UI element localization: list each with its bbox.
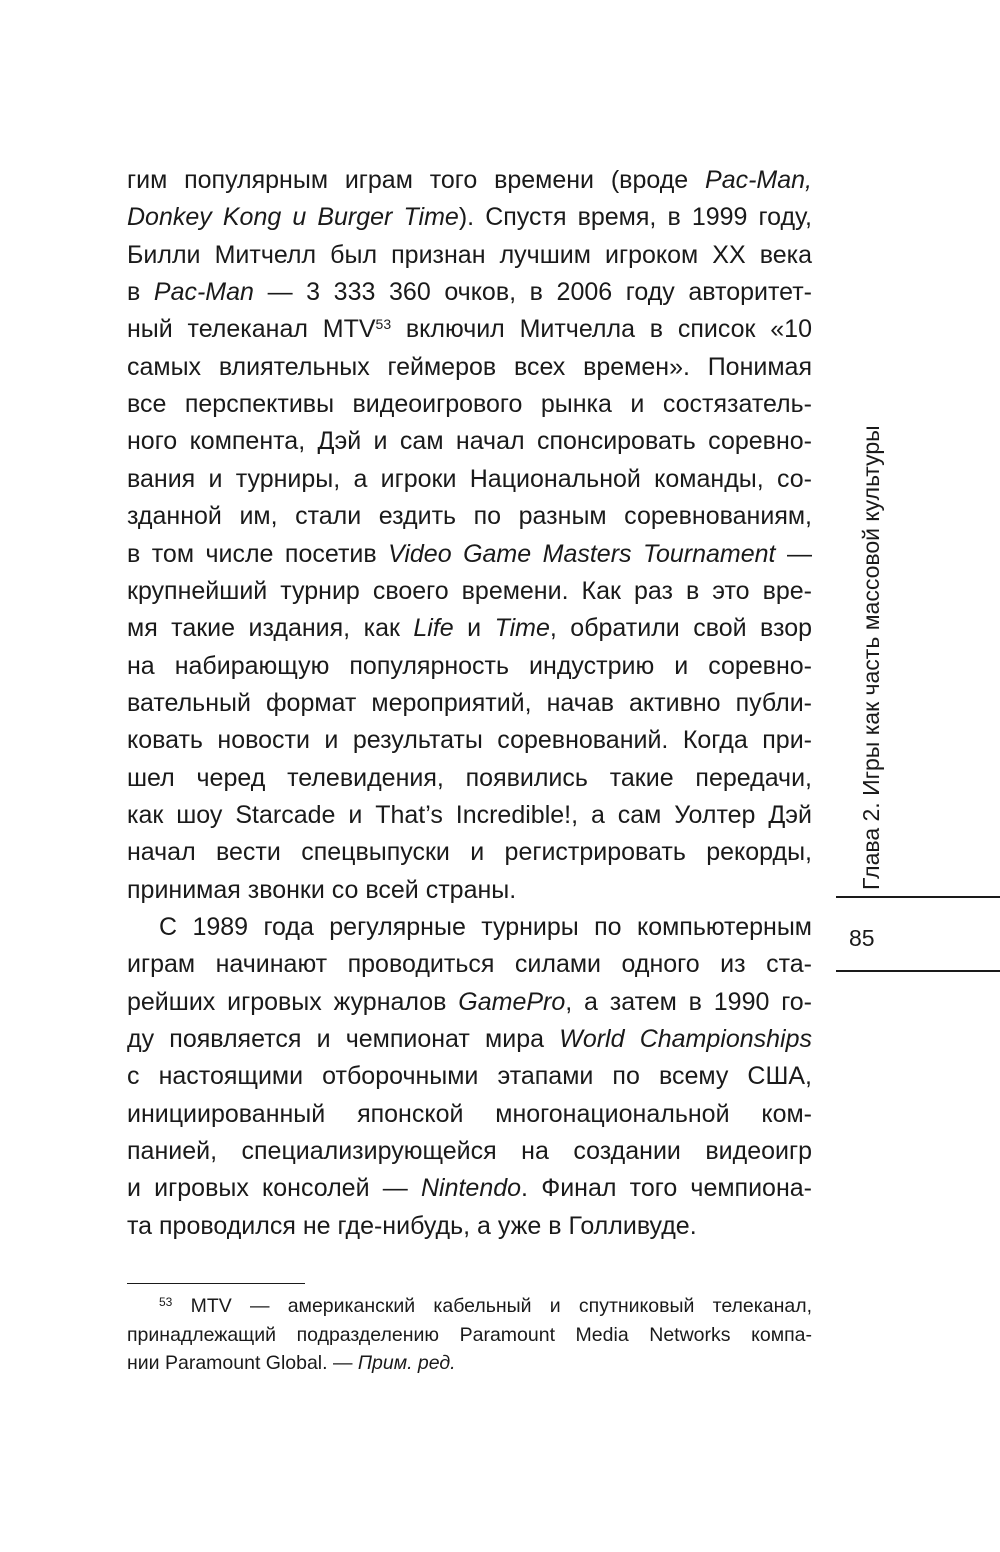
- body-line: [127, 870, 812, 910]
- body-line: [127, 720, 812, 760]
- body-line: [127, 496, 812, 536]
- body-line: [127, 534, 812, 574]
- text-segment: —: [775, 539, 812, 568]
- body-line: [127, 1019, 812, 1059]
- text-segment: ду появляется и чемпионат мира: [127, 1025, 560, 1054]
- text-segment: нии Paramount Global. —: [127, 1352, 358, 1374]
- page-number-rule-bottom: [836, 970, 1000, 972]
- italic-text: World Championships: [559, 1025, 813, 1054]
- text-segment: в: [127, 278, 154, 307]
- italic-text: Прим. ред.: [357, 1352, 456, 1374]
- body-line: [127, 1094, 812, 1134]
- footnote-line: [127, 1292, 812, 1320]
- text-segment: , а затем в 1990 го-: [565, 987, 812, 1016]
- body-line: [127, 1056, 812, 1096]
- text-segment: крупнейший турнир своего времени. Как раз в это вре-: [127, 576, 812, 605]
- text-segment: принадлежащий подразделению Paramount Media Networks компа-: [127, 1323, 812, 1346]
- text-segment: вательный формат мероприятий, начав активно публи-: [127, 688, 812, 717]
- italic-text: Time: [494, 614, 550, 643]
- body-line: [127, 160, 812, 200]
- text-segment: все перспективы видеоигрового рынка и состязатель-: [127, 390, 812, 419]
- body-line: [127, 421, 812, 461]
- body-line: [127, 459, 812, 499]
- body-line: [127, 571, 812, 611]
- body-line: [127, 384, 812, 424]
- text-segment: . Финал того чемпиона-: [521, 1174, 812, 1203]
- footnote-line: [127, 1349, 812, 1377]
- page-number-rule-top: [836, 896, 1000, 898]
- body-line: [127, 272, 812, 312]
- body-line: [127, 608, 812, 648]
- body-line: [127, 982, 812, 1022]
- text-segment: ). Спустя время, в 1999 году,: [458, 203, 812, 232]
- body-line: [127, 795, 812, 835]
- footnote-separator: [127, 1283, 305, 1284]
- body-line: [127, 758, 812, 798]
- text-segment: , обратили свой взор: [549, 614, 813, 643]
- text-segment: мя такие издания, как: [127, 614, 414, 643]
- body-line: [127, 309, 812, 349]
- text-segment: шел черед телевидения, появились такие передачи,: [127, 763, 812, 792]
- body-line: [127, 1131, 812, 1171]
- body-line: [127, 683, 812, 723]
- text-segment: вания и турниры, а игроки Национальной команды, со-: [127, 464, 812, 493]
- body-line: [127, 347, 812, 387]
- italic-text: Nintendo: [420, 1174, 522, 1203]
- text-segment: и: [453, 614, 495, 643]
- footnote-line: [127, 1321, 812, 1349]
- italic-text: Video Game Masters Tournament: [388, 539, 776, 568]
- footnote-reference: 53: [159, 1295, 173, 1309]
- text-segment: включил Митчелла в список «10: [391, 315, 812, 344]
- italic-text: Donkey Kong и Burger Time: [127, 203, 459, 232]
- text-segment: принимая звонки со всей страны.: [127, 875, 517, 904]
- text-segment: панией, специализирующейся на создании видеоигр: [127, 1137, 812, 1166]
- text-segment: инициированный японской многонациональной ком-: [127, 1099, 812, 1128]
- body-line: [127, 197, 812, 237]
- text-segment: играм начинают проводиться силами одного из ста-: [127, 950, 812, 979]
- body-line: [127, 646, 812, 686]
- italic-text: Pac-Man: [153, 278, 254, 307]
- text-segment: на набирающую популярность индустрию и соревно-: [127, 651, 812, 680]
- text-segment: ковать новости и результаты соревнований. Когда при-: [127, 726, 812, 755]
- text-segment: в том числе посетив: [127, 539, 389, 568]
- text-segment: MTV — американский кабельный и спутниковый телеканал,: [172, 1295, 812, 1317]
- italic-text: GamePro: [458, 987, 566, 1016]
- running-head: Глава 2. Игры как часть массовой культуры: [858, 425, 884, 890]
- body-line: [127, 907, 812, 947]
- text-segment: та проводился не где-нибудь, а уже в Голливуде.: [127, 1211, 697, 1240]
- text-segment: рейших игровых журналов: [127, 987, 459, 1016]
- text-segment: с настоящими отборочными этапами по всему США,: [127, 1062, 812, 1091]
- text-segment: гим популярным играм того времени (вроде: [127, 166, 706, 194]
- footnote-reference: 53: [375, 316, 392, 333]
- italic-text: Life: [413, 614, 454, 643]
- body-line: [127, 832, 812, 872]
- page-number: 85: [849, 925, 875, 951]
- text-segment: как шоу Starcade и That’s Incredible!, а сам Уолтер Дэй: [127, 800, 812, 829]
- body-line: [127, 1206, 812, 1246]
- text-segment: С 1989 года регулярные турниры по компьютерным: [159, 913, 812, 941]
- text-segment: самых влиятельных геймеров всех времен». Понимая: [127, 352, 812, 381]
- text-segment: — 3 333 360 очков, в 2006 году авторитет-: [253, 278, 813, 307]
- italic-text: Pac-Man,: [705, 166, 812, 194]
- text-segment: зданной им, стали ездить по разным соревнованиям,: [127, 502, 812, 531]
- text-segment: ный телеканал MTV: [127, 315, 376, 344]
- text-segment: начал вести спецвыпуски и регистрировать рекорды,: [127, 838, 812, 867]
- body-line: [127, 1168, 812, 1208]
- text-segment: и игровых консолей —: [127, 1174, 421, 1203]
- text-segment: ного компента, Дэй и сам начал спонсировать соревно-: [127, 427, 812, 456]
- body-line: [127, 944, 812, 984]
- body-line: [127, 235, 812, 275]
- text-segment: Билли Митчелл был признан лучшим игроком XX века: [127, 240, 812, 269]
